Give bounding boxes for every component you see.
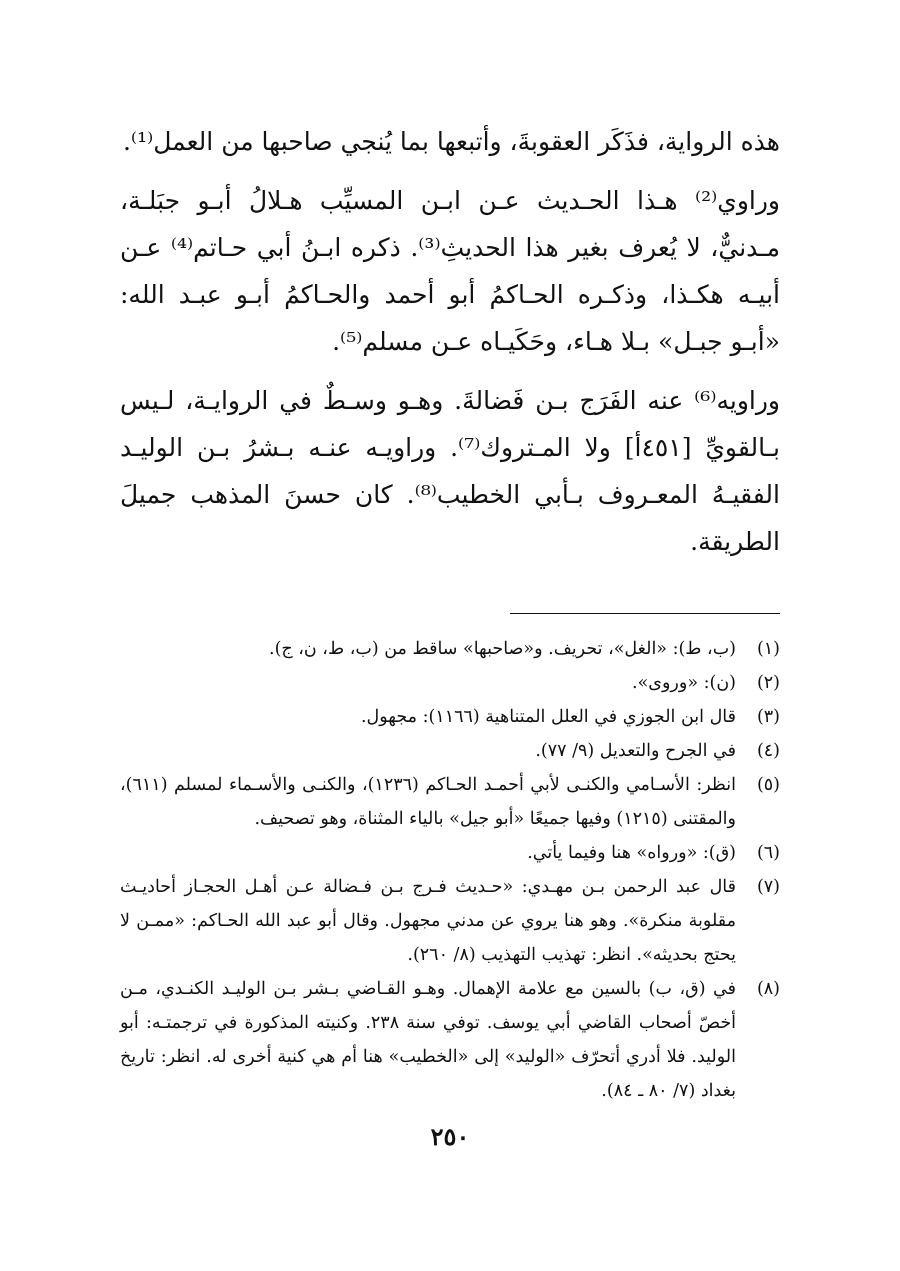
page-number: ٢٥٠ [430,1122,470,1151]
footnote [120,870,780,972]
footnote-text: (ن): «وروى». [632,673,736,693]
footnote-text: في الجرح والتعديل (٩/ ٧٧). [535,741,736,761]
footnote-number: (٤) [756,741,780,761]
footnote [120,632,780,666]
footnote-number: (١) [756,639,780,659]
footnote-number: (٢) [756,673,780,693]
paragraph: هذه الرواية، فذَكَر العقوبةَ، وأتبعها بما يُنجي صاحبها من العمل⁽¹⁾. [122,127,780,156]
footnote-number: (٨) [756,979,780,999]
main-text [120,118,780,565]
footnote-text: (ب، ط): «الغل»، تحريف. و«صاحبها» ساقط من (ب، ط، ن، ج). [269,639,736,659]
paragraph: وراوي⁽²⁾ هـذا الحـديث عـن ابـن المسيِّب هـلالُ أبـو جبَلـة، مـدنيٌّ، لا يُعرف بغير هذا الحديثِ⁽³⁾. ذكره ابـنُ أبي حـاتم⁽⁴⁾ عـن أبيـه هكـذا، وذكـره الحـاكمُ أبو أحمد والحـاكمُ أبـو عبـد الله: «أبـو جبـل» بـلا هـاء، وحَكَيـاه عـن مسلم⁽⁵⁾. [120,186,781,356]
footnote-number: (٦) [756,843,780,863]
footnote-text: في (ق، ب) بالسين مع علامة الإهمال. وهـو القـاضي بـشر بـن الوليـد الكنـدي، مـن أخصّ أصحاب القاضي أبي يوسف. توفي سنة ٢٣٨. وكنيته المذكورة في ترجمتـه: أبو الوليد. فلا أدري أتحرّف «الوليد» إلى «الخطيب» هنا أم هي كنية أخرى له. انظر: تاريخ بغداد (٧/ ٨٠ ـ ٨٤). [120,979,736,1101]
footnote [120,836,780,870]
footnote-number: (٧) [756,877,780,897]
footnote-text: (ق): «ورواه» هنا وفيما يأتي. [527,843,736,863]
footnote [120,972,780,1108]
footnote-text: قال عبد الرحمن بـن مهـدي: «حـديث فـرج بـن فـضالة عـن أهـل الحجـاز أحاديـث مقلوبة منكرة». وهو هنا يروي عن مدني مجهول. وقال أبو عبد الله الحـاكم: «ممـن لا يحتج بحديثه». انظر: تهذيب التهذيب (٨/ ٢٦٠). [120,877,736,965]
footnote-divider [510,613,780,614]
footnote-number: (٣) [756,707,780,727]
footnote [120,734,780,768]
page-content [120,118,780,1108]
footnotes [120,632,780,1108]
footnote-text: قال ابن الجوزي في العلل المتناهية (١١٦٦): مجهول. [360,707,736,727]
footnote [120,700,780,734]
footnote-text: انظر: الأسـامي والكنـى لأبي أحمـد الحـاكم (١٢٣٦)، والكنـى والأسـماء لمسلم (٦١١)، والمقتنى (١٢١٥) وفيها جميعًا «أبو جيل» بالياء المثناة، وهو تصحيف. [120,775,736,829]
footnote [120,768,780,836]
paragraph: وراويه⁽⁶⁾ عنه الفَرَج بـن فَضالةَ. وهـو وسـطٌ في الروايـة، لـيس بـالقويِّ [٤٥١أ] ولا المـتروك⁽⁷⁾. وراويـه عنـه بـشرُ بـن الوليـد الفقيـهُ المعـروف بـأبي الخطيب⁽⁸⁾. كان حسنَ المذهب جميلَ الطريقة. [120,386,780,556]
footnote [120,666,780,700]
footnote-number: (٥) [756,775,780,795]
